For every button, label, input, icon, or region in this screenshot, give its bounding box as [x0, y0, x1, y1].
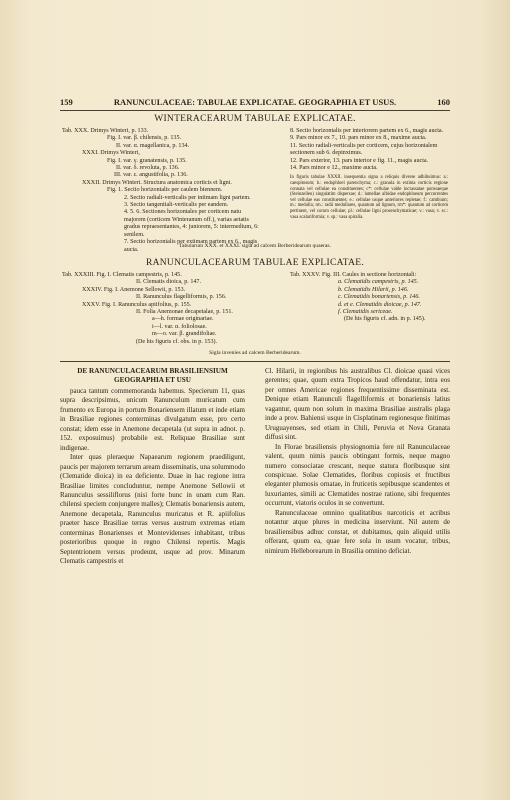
list-item: a—h. formae originariae.: [152, 316, 214, 323]
winteraceae-caption: Tabularum XXX. et XXXI. sigla ad calcem Berberidearum quaeras.: [179, 243, 331, 249]
list-item: 14. Pars minor e 12., maxime aucta.: [290, 165, 378, 172]
list-item: f. Clematidis sericeae.: [338, 309, 393, 316]
article-right-column: [265, 367, 450, 556]
list-item: (De his figuris cf. obs. in p. 153).: [136, 338, 218, 345]
paragraph: In Florae brasiliensis physiognomia fere nil Ranunculaceae valent, quum nimis paucis obtingant formis, neque magno numero consociatae crescant, neque statura floribusque sint conspicuae. Solae Clematides, floribus copiosis et fructibus eleganter plumosis ornatae, in fruticetis sepibusque scandentes et luxuriantes, simili ac Clematides nostrae ratione, sibi frequentes occurrunt, viatoris oculos in se convertunt.: [265, 442, 450, 508]
page-header: [60, 96, 450, 108]
list-item: XXXV. Fig. I. Ranunculus apiifolius, p. 155.: [82, 301, 192, 308]
list-item: 4. 5. 6. Sectiones horizontales per corticem natu majorem (corticem Winteranum off.), varias aetatis gradus repraesentantes, 4: juniorem, 5: intermedium, 6: senilem.: [124, 209, 259, 238]
article-heading-line-1: DE RANUNCULACEARUM BRASILIENSIUM: [77, 367, 228, 375]
paragraph: pauca tantum commemoranda habemus. Specierum 11, quas supra descripsimus, unicum Ranunculum muricatum cum frumento ex Europa in portum Bonariensem illatum et inde etiam in Brasiliae regiones conterminas divulgatum esse, pro certo constat; idem esse in Anemone decapetala (ut supra in adnot. p. 152. exposuimus) probabile est. Reliquae Brasiliae sunt indigenae.: [60, 387, 245, 452]
list-item: II. Clematis dioica, p. 147.: [136, 279, 201, 286]
figure-sigla-note: In figuris tabulae XXXII. insequentia signa a reliquis diverse adhibuimus: a.: caespitosum; b.: endophloei parenchyma; c.: granula in extima corticis regione connata vel cellulae ea constituentes; c*: cellulae valde incrassatae porosaeque (Steinzellen) singulatim dispersae; d.: lamellae albidae endophloeum percurrentes vel cellulae eas constituentes; e.: cellulae usque anteriores repletae; f.: cambium; m.: medulla; rm.: radii medullares, quantum ad lignum, rm*: quantum ad corticem pertinent, vel corum cellulae; pl.: cellulae ligni prosenchymaticae; v.: vasa; v. sc.: vasa scalariformia; v. sp.: vasa spiralia.: [290, 175, 448, 220]
article-left-column: [60, 367, 245, 567]
running-title: RANUNCULACEAE: TABULAE EXPLICATAE. GEOGRAPHIA ET USUS.: [113, 97, 397, 107]
list-item: d. et e. Clematidis dioicae, p. 147.: [338, 301, 422, 308]
winteraceae-title: WINTERACEARUM TABULAE EXPLICATAE.: [154, 114, 356, 124]
list-item: 7. Sectio horizontalis per extimam partem ex 6., magis aucta.: [124, 239, 258, 253]
paragraph: Cl. Hilarii, in regionibus his australibus Cl. dioicae quasi vices gerentes; quae, quum extra Tropicos haud offendatur, intra eos per omnes Americae regiones frequentissime disseminata est. Denique etiam Ranunculi flagelliformis et bonariensis latius vagantur, quum non solum in maxima Brasiliae australis plaga inde a prov. Bahiensi usque in Cisplatinam regionesque finitimas Uruguayenses, sed etiam in Chili, Peruvia et Nova Granata diffusi sint.: [265, 367, 450, 442]
list-item: 9. Pars minor ex 7., 10. pars minor ex 8., maxime aucta.: [290, 135, 427, 142]
list-item: XXXI. Drimys Winteri,: [82, 150, 140, 157]
right-page-number: 160: [437, 97, 450, 107]
list-item: c. Clematidis bonariensis, p. 146.: [338, 294, 420, 301]
list-item: II. Folia Anemonae decapetalae, p. 151.: [136, 309, 233, 316]
list-item: Tab. XXXIII. Fig. I. Clematis campestris, p. 145.: [62, 272, 182, 278]
list-item: 12. Pars exterior, 13. pars interior e fig. 11., magis aucta.: [290, 157, 429, 164]
list-item: 8. Sectio horizontalis per interiorem partem ex 6., magis aucta.: [290, 128, 444, 134]
list-item: Tab. XXXV. Fig. III. Caules in sectione horizontali:: [290, 272, 417, 278]
list-item: XXXII. Drimys Winteri. Structura anatomica corticis et ligni.: [82, 179, 232, 186]
list-item: m—o. var. β. grandifoliae.: [152, 331, 217, 338]
list-item: 3. Sectio tangentiali-verticalis per eandem.: [124, 202, 229, 209]
list-item: III. var. ε. angustifolia, p. 136.: [114, 172, 188, 179]
winteraceae-right-list: [290, 128, 448, 220]
list-item: II. Ranunculus flagelliformis, p. 156.: [136, 294, 227, 301]
winteraceae-left-list: [62, 128, 262, 254]
paragraph: Inter quas pleraeque Napaearum regionem praediligunt, paucis per majorem terrarum aream disseminatis, una solummodo (Clematide dioica) in ea deficiente. Duae in hac regione intra Brasiliae limites concluduntur, nempe Anemone Sellowii et Ranunculus sessiliflorus (nisi forte hunc in unam cum Ran. chilensi speciem conjungere malles); Clematis bonariensis autem, Anemone decapetala, Ranunculus muricatus et R. apiifolius praeter hasce Brasiliae terras versus austrum extremas etiam conterminas Bonarienses et Montevidenses inhabitant, tribus posterioribus quoque in regno Chilensi repertis. Magis Septentrionem versus prodeunt, usque ad prov. Minarum Clematis campestris et: [60, 453, 245, 566]
list-item: II. var. δ. revoluta, p. 136.: [116, 165, 180, 172]
list-item: Tab. XXX. Drimys Winteri, p. 133.: [62, 128, 149, 134]
list-item: Fig. I. var. β. chilensis, p. 135.: [107, 135, 182, 142]
ranunculaceae-left-list: [62, 272, 272, 346]
list-item: Fig. I. var. γ. granatensis, p. 135.: [107, 157, 187, 164]
ranunculaceae-caption: Sigla invenies ad calcem Berberidearum.: [209, 350, 301, 356]
left-page-number: 159: [60, 97, 73, 107]
list-item: (De his figuris cf. adn. in p. 145).: [344, 316, 426, 323]
list-item: i—l. var. α. foliolosae.: [152, 323, 207, 330]
paragraph: Ranunculaceae omnino qualitatibus narcoticis et acribus notantur atque plures in medicina inserviunt. Nil autem de brasiliensibus adhuc constat, et dubitamus, quin aliquid utilis offerant, quum ea, quae fere sola in usum vocatur, tribus, nimirum Helleborearum in Brasilia omnino deficiat.: [265, 508, 450, 555]
list-item: Fig. 1. Sectio horizontalis per caulem biennem.: [107, 187, 223, 194]
section-rule: [60, 361, 450, 362]
ranunculaceae-title: RANUNCULACEARUM TABULAE EXPLICATAE.: [145, 258, 365, 268]
list-item: a. Clematidis campestris, p. 145.: [338, 279, 419, 286]
list-item: II. var. α. magellanica, p. 134.: [116, 142, 190, 149]
article-heading-line-2: GEOGRAPHIA ET USU: [114, 376, 191, 384]
list-item: 2. Sectio radiali-verticalis per intimam ligni partem.: [124, 194, 251, 201]
ranunculaceae-right-list: [290, 272, 450, 324]
list-item: XXXIV. Fig. I. Anemone Sellowii, p. 153.: [82, 286, 186, 293]
header-rule: [60, 110, 450, 111]
list-item: b. Clematidis Hilarii, p. 146.: [338, 286, 409, 293]
list-item: 11. Sectio radiali-verticalis per corticem, cujus horizontalem sectionem sub 6. depinximus.: [290, 142, 438, 157]
